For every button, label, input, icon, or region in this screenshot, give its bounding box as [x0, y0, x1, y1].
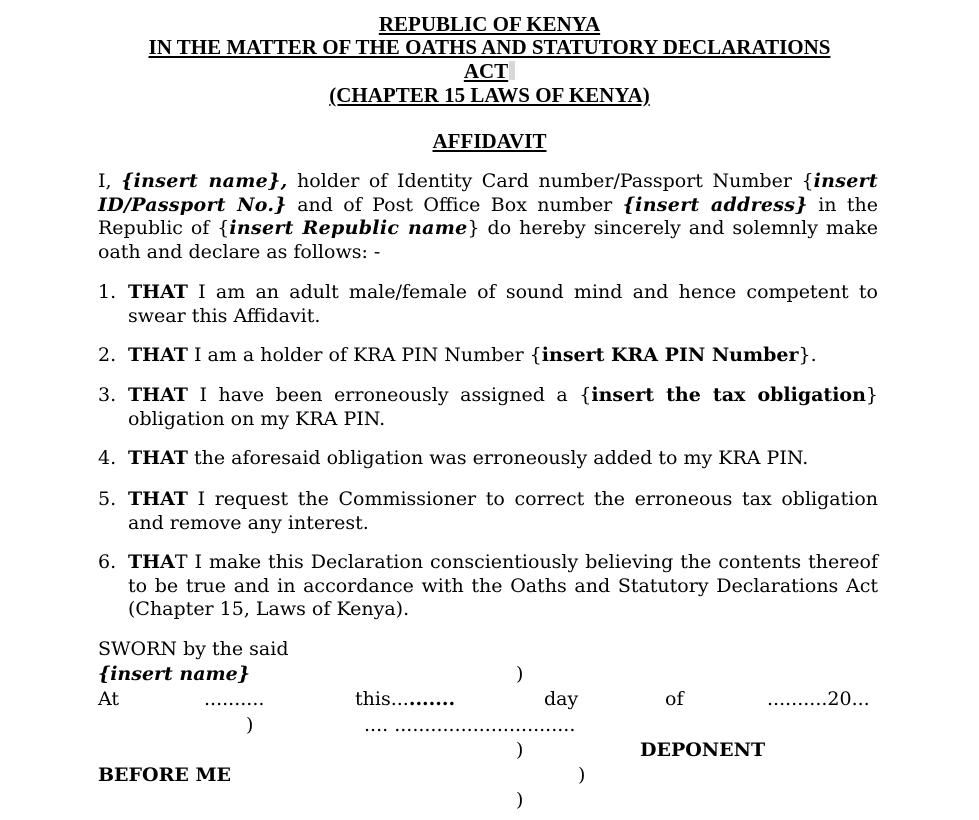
- intro-text-1: I,: [98, 170, 122, 192]
- list-item: [128, 344, 878, 368]
- at-label: At: [98, 688, 120, 710]
- that-keyword: THAT: [128, 281, 188, 303]
- deponent-label: DEPONENT: [640, 739, 766, 761]
- bracket: ): [516, 789, 524, 811]
- placeholder-tax-obligation: insert the tax obligation: [591, 384, 866, 406]
- item-text: I am an adult male/female of sound mind and hence competent to swear this Affidavit.: [128, 281, 878, 327]
- placeholder-republic: insert Republic name: [229, 217, 468, 239]
- bracket: ): [578, 764, 586, 786]
- that-keyword: THAT: [128, 488, 188, 510]
- header-chapter: (CHAPTER 15 LAWS OF KENYA): [329, 83, 650, 107]
- list-item: [128, 488, 878, 535]
- that-keyword: THAT: [128, 344, 188, 366]
- year-blank: ..........20...: [767, 688, 870, 710]
- list-item: [128, 551, 878, 622]
- that-keyword: THA: [128, 551, 175, 573]
- list-item: [128, 384, 878, 431]
- intro-text-3: and of Post Office Box number: [286, 193, 623, 216]
- list-item: [128, 447, 878, 471]
- item-text-end: } obligation on my KRA PIN.: [128, 384, 879, 430]
- day-label: day: [544, 688, 579, 710]
- bracket: ): [246, 714, 254, 736]
- placeholder-id: insert ID/Passport No.}: [98, 170, 878, 216]
- intro-paragraph: [98, 170, 878, 264]
- placeholder-name: {insert name},: [121, 170, 288, 192]
- sworn-name-placeholder: {insert name}: [98, 663, 250, 685]
- item-number: 3.: [98, 384, 117, 406]
- header-act-text: ACT: [463, 59, 509, 83]
- header-act: [0, 60, 979, 83]
- item-number: 5.: [98, 488, 117, 510]
- item-text-end: }.: [798, 344, 817, 366]
- item-text: the aforesaid obligation was erroneously added to my KRA PIN.: [187, 447, 809, 469]
- header-republic: REPUBLIC OF KENYA: [378, 12, 601, 36]
- item-number: 4.: [98, 447, 117, 469]
- of-label: of: [665, 688, 684, 710]
- place-blank: ..........: [204, 688, 265, 710]
- item-text: I request the Commissioner to correct the erroneous tax obligation and remove any interest.: [128, 488, 878, 534]
- document-title: AFFIDAVIT: [432, 129, 547, 153]
- item-text: I make this Declaration conscientiously believing the contents thereof to be true and in accordance with the Oaths and Statutory Declarations Act (Chapter 15, Laws of Kenya).: [128, 551, 878, 620]
- placeholder-address: {insert address}: [622, 193, 808, 216]
- bracket: ): [516, 663, 524, 685]
- that-keyword: THAT: [128, 384, 188, 406]
- placeholder-kra-pin: insert KRA PIN Number: [541, 344, 799, 366]
- that-keyword: THAT: [128, 447, 188, 469]
- item-text: I have been erroneously assigned a {: [187, 384, 592, 406]
- bracket: ): [516, 739, 524, 761]
- header-matter: IN THE MATTER OF THE OATHS AND STATUTORY DECLARATIONS: [148, 35, 831, 59]
- signature-line: .... ..............................: [364, 714, 576, 736]
- this-text: this...: [355, 688, 409, 710]
- before-me-label: BEFORE ME: [98, 764, 231, 786]
- this-blank: .......: [408, 688, 456, 710]
- item-number: 6.: [98, 551, 117, 573]
- list-item: [128, 281, 878, 328]
- item-number: 1.: [98, 281, 117, 303]
- sworn-label: SWORN by the said: [98, 638, 289, 660]
- item-text: I am a holder of KRA PIN Number {: [187, 344, 542, 366]
- text-cursor: [509, 61, 515, 80]
- intro-text-2: holder of Identity Card number/Passport Number {: [287, 170, 814, 192]
- this-label: [355, 688, 455, 710]
- intro-text-5: } do hereby sincerely and solemnly make oath and declare as follows: -: [98, 217, 878, 263]
- that-keyword-rest: T: [174, 551, 188, 573]
- intro-text-4: in the Republic of {: [98, 193, 879, 239]
- item-number: 2.: [98, 344, 117, 366]
